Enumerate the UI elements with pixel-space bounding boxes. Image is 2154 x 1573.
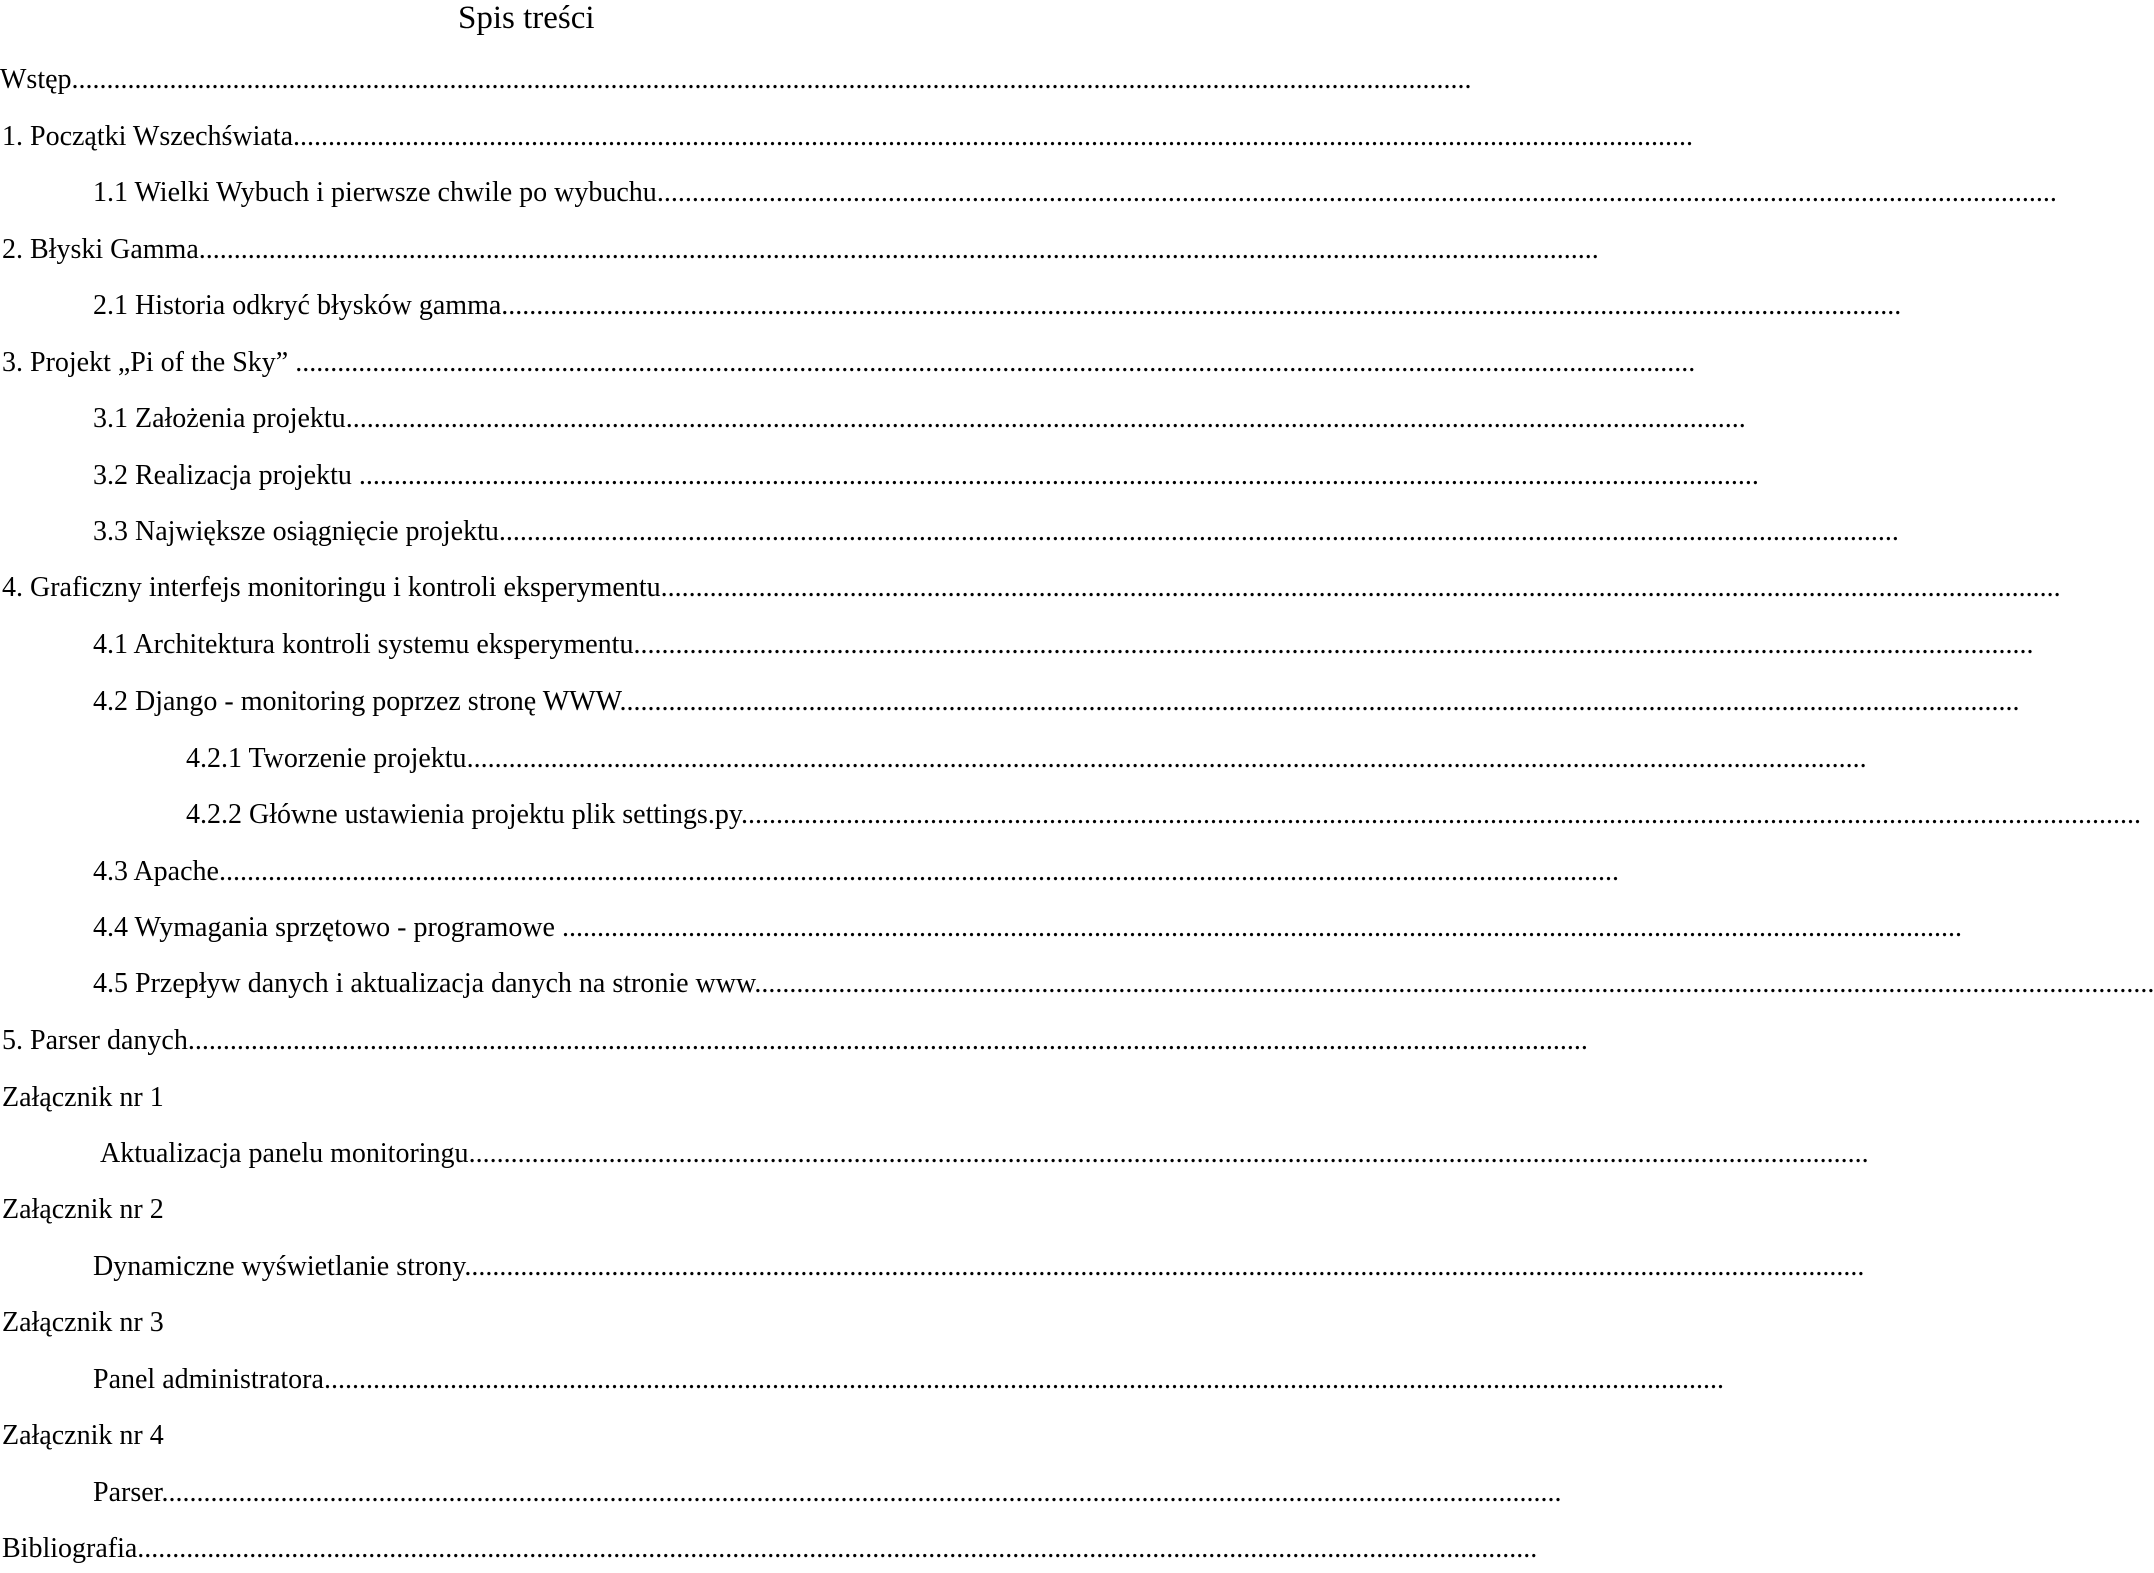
toc-entry xyxy=(93,456,1759,496)
toc-entry-text: Parser xyxy=(93,1477,162,1508)
toc-section-heading xyxy=(2,1190,164,1230)
toc-entry-leader-dots: ........................................................................................................................................................................................................ xyxy=(466,743,1867,774)
toc-entry-leader-dots: ........................................................................................................................................................................................................ xyxy=(498,516,1899,547)
toc-entry xyxy=(93,512,1899,552)
toc-section-heading xyxy=(2,1303,164,1343)
toc-entry xyxy=(93,852,1619,892)
toc-entry-text: Załącznik nr 2 xyxy=(2,1194,164,1225)
toc-entry-leader-dots: ........................................................................................................................................................................................................ xyxy=(293,121,1694,152)
toc-entry-text: Wstęp xyxy=(0,64,72,95)
toc-entry-text: 4.3 Apache xyxy=(93,856,219,887)
toc-entry-leader-dots: ........................................................................................................................................................................................................ xyxy=(464,1251,1865,1282)
toc-entry-text: 4.5 Przepływ danych i aktualizacja danych na stronie www xyxy=(93,968,755,999)
toc-entry-text: Aktualizacja panelu monitoringu xyxy=(100,1138,469,1169)
toc-entry-leader-dots: ........................................................................................................................................................................................................ xyxy=(198,234,1599,265)
toc-entry-text: Załącznik nr 3 xyxy=(2,1307,164,1338)
toc-title: Spis treści xyxy=(458,0,595,36)
toc-entry-leader-dots: ........................................................................................................................................................................................................ xyxy=(295,347,1696,378)
toc-entry-leader-dots: ........................................................................................................................................................................................................ xyxy=(501,290,1902,321)
toc-entry-leader-dots: ........................................................................................................................................................................................................ xyxy=(345,403,1746,434)
toc-entry-text: 3.3 Największe osiągnięcie projektu xyxy=(93,516,499,547)
toc-entry-text: Załącznik nr 4 xyxy=(2,1420,164,1451)
toc-entry xyxy=(2,1021,1588,1061)
toc-entry-text: 3.1 Założenia projektu xyxy=(93,403,346,434)
toc-entry-leader-dots: ........................................................................................................................................................................................................ xyxy=(71,64,1472,95)
toc-entry xyxy=(93,908,1962,948)
toc-entry-text: 3.2 Realizacja projektu xyxy=(93,460,359,491)
toc-entry xyxy=(2,117,1694,157)
toc-entry-leader-dots: ........................................................................................................................................................................................................ xyxy=(468,1138,1869,1169)
toc-entry-text: 4.1 Architektura kontroli systemu eksperymentu xyxy=(93,629,634,660)
toc-entry xyxy=(0,60,1472,100)
toc-entry xyxy=(2,230,1599,270)
toc-entry-text: 4. Graficzny interfejs monitoringu i kontroli eksperymentu xyxy=(2,572,661,603)
toc-entry-text: 2.1 Historia odkryć błysków gamma xyxy=(93,290,502,321)
toc-entry-text: 1.1 Wielki Wybuch i pierwsze chwile po wybuchu xyxy=(93,177,657,208)
toc-entry xyxy=(100,1134,1869,1174)
toc-entry-text: 4.2.1 Tworzenie projektu xyxy=(186,743,467,774)
toc-entry xyxy=(2,343,1696,383)
toc-entry-leader-dots: ........................................................................................................................................................................................................ xyxy=(619,686,2020,717)
toc-entry-leader-dots: ........................................................................................................................................................................................................ xyxy=(358,460,1759,491)
toc-title-wrap xyxy=(0,0,960,40)
toc-section-heading xyxy=(2,1078,164,1118)
toc-entry-leader-dots: ........................................................................................................................................................................................................ xyxy=(754,968,2154,999)
toc-entry-text: 4.2.2 Główne ustawienia projektu plik settings.py xyxy=(186,799,741,830)
toc-entry xyxy=(2,1529,1538,1569)
toc-entry xyxy=(93,964,2154,1004)
toc-entry-leader-dots: ........................................................................................................................................................................................................ xyxy=(656,177,2057,208)
toc-entry-leader-dots: ........................................................................................................................................................................................................ xyxy=(323,1364,1724,1395)
toc-entry-text: 4.2 Django - monitoring poprzez stronę WWW xyxy=(93,686,620,717)
toc-entry-text: 5. Parser danych xyxy=(2,1025,188,1056)
toc-entry-leader-dots: ........................................................................................................................................................................................................ xyxy=(660,572,2061,603)
toc-entry-text: 1. Początki Wszechświata xyxy=(2,121,294,152)
toc-entry-text: 4.4 Wymagania sprzętowo - programowe xyxy=(93,912,562,943)
toc-entry xyxy=(93,173,2057,213)
toc-entry xyxy=(93,1247,1865,1287)
toc-entry xyxy=(93,286,1902,326)
toc-entry xyxy=(93,682,2020,722)
toc-entry-leader-dots: ........................................................................................................................................................................................................ xyxy=(562,912,1962,943)
toc-entry-text: Dynamiczne wyświetlanie strony xyxy=(93,1251,465,1282)
toc-entry xyxy=(186,795,2141,835)
toc-entry xyxy=(2,568,2061,608)
toc-entry-text: Panel administratora xyxy=(93,1364,324,1395)
toc-entry xyxy=(186,739,1867,779)
toc-entry-leader-dots: ........................................................................................................................................................................................................ xyxy=(161,1477,1562,1508)
toc-entry-text: Załącznik nr 1 xyxy=(2,1082,164,1113)
toc-entry-text: 2. Błyski Gamma xyxy=(2,234,199,265)
toc-entry-leader-dots: ........................................................................................................................................................................................................ xyxy=(218,856,1619,887)
toc-entry xyxy=(93,1360,1724,1400)
toc-entry xyxy=(93,1473,1562,1513)
toc-entry-leader-dots: ........................................................................................................................................................................................................ xyxy=(633,629,2034,660)
toc-entry-leader-dots: ........................................................................................................................................................................................................ xyxy=(187,1025,1588,1056)
toc-entry-leader-dots: ........................................................................................................................................................................................................ xyxy=(137,1533,1538,1564)
toc-entry-text: Bibliografia xyxy=(2,1533,138,1564)
toc-section-heading xyxy=(2,1416,164,1456)
toc-entry-text: 3. Projekt „Pi of the Sky” xyxy=(2,347,296,378)
toc-entry-leader-dots: ........................................................................................................................................................................................................ xyxy=(741,799,2141,830)
toc-entry xyxy=(93,625,2034,665)
toc-entry xyxy=(93,399,1746,439)
